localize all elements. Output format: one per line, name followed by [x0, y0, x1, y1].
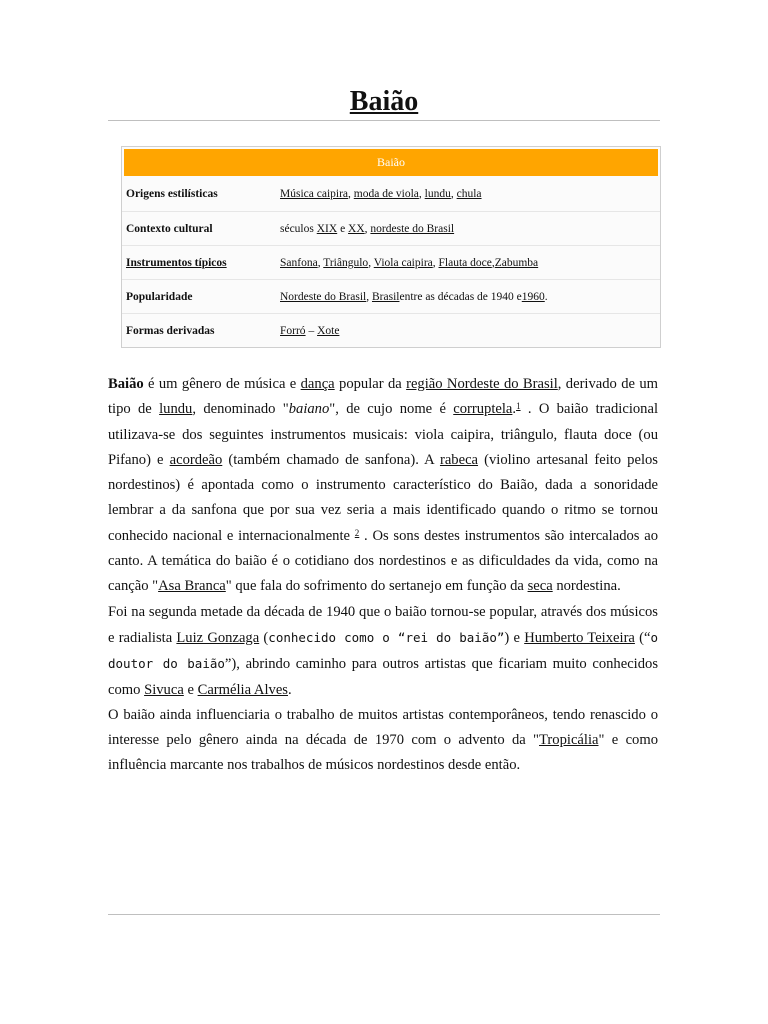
link-forro[interactable]: Forró	[280, 325, 306, 337]
value-text: .	[544, 291, 548, 303]
title-divider	[108, 120, 660, 121]
link-chula[interactable]: chula	[456, 188, 482, 200]
link-rabeca[interactable]: rabeca	[439, 451, 479, 468]
link-danca[interactable]: dança	[300, 376, 335, 392]
text: Foi na segunda metade da década de 1940 que o baião tornou-se popular, através dos músicos e radialista	[108, 603, 658, 646]
footer-divider	[108, 914, 660, 915]
footnote-link-1[interactable]: 1	[516, 401, 521, 412]
page-title-text: Baião	[349, 86, 419, 117]
paragraph-3	[108, 703, 658, 779]
text: (violino artesanal feito pelos nordestinos) é apontada como o instrumento característico do Baião, dada a sonoridade lembrar a da sanfona que por sua vez seria a mais identificado quando o ritmo se tornou conhecido nacional e internacionalmente	[108, 451, 658, 544]
link-lundu[interactable]: lundu	[159, 401, 193, 418]
infobox-row-instrumentos	[122, 245, 660, 280]
link-triangulo[interactable]: Triângulo	[323, 257, 369, 269]
separator: ,	[418, 188, 425, 200]
separator: ,	[450, 188, 457, 200]
link-flauta-doce[interactable]: Flauta doce	[438, 257, 492, 269]
text: .	[512, 401, 517, 418]
link-humberto-teixeira[interactable]: Humberto Teixeira	[524, 629, 635, 646]
link-luiz-gonzaga[interactable]: Luiz Gonzaga	[176, 629, 260, 646]
text: ”), abrindo caminho para outros artistas que ficariam muito conhecidos como	[108, 656, 658, 698]
infobox-value	[280, 325, 339, 337]
link-sivuca[interactable]: Sivuca	[144, 681, 184, 698]
infobox-value	[280, 257, 538, 269]
link-regiao-nordeste[interactable]: região Nordeste do Brasil	[406, 376, 558, 392]
text: (também chamado de sanfona). A	[222, 451, 440, 468]
separator: e	[337, 223, 349, 235]
separator: ,	[491, 257, 495, 269]
text: , denominado "	[192, 401, 289, 418]
link-xote[interactable]: Xote	[317, 325, 340, 337]
text: popular da	[334, 376, 407, 392]
text: " e como influência marcante nos trabalhos de músicos nordestinos desde então.	[108, 732, 658, 774]
text: . Os sons destes instrumentos são intercalados ao canto. A temática do baião é o cotidiano dos nordestinos e as dificuldades da vida, como na canção "	[108, 527, 658, 595]
separator: ,	[366, 291, 372, 303]
value-text: séculos	[280, 223, 317, 235]
infobox-row-formas	[122, 313, 660, 348]
text: (	[259, 629, 269, 646]
infobox-value	[280, 291, 548, 303]
article-body	[108, 372, 658, 779]
separator: ,	[368, 257, 374, 269]
link-xix[interactable]: XIX	[316, 223, 338, 235]
mono-text: conhecido como o “rei do baião”	[268, 629, 505, 645]
infobox-header: Baião	[124, 149, 658, 176]
paragraph-1	[108, 372, 658, 600]
infobox-label: Contexto cultural	[126, 223, 213, 235]
infobox	[121, 146, 661, 348]
link-seca[interactable]: seca	[527, 578, 553, 595]
link-brasil[interactable]: Brasil	[371, 291, 400, 303]
link-lundu[interactable]: lundu	[424, 188, 451, 200]
link-nordeste-do-brasil[interactable]: Nordeste do Brasil	[280, 291, 367, 303]
infobox-label: Formas derivadas	[126, 325, 215, 337]
infobox-label-link[interactable]: Instrumentos típicos	[126, 257, 227, 269]
link-carmelia-alves[interactable]: Carmélia Alves	[197, 681, 288, 698]
link-acordeao[interactable]: acordeão	[169, 451, 223, 468]
link-moda-de-viola[interactable]: moda de viola	[353, 188, 419, 200]
page-title	[0, 86, 768, 118]
text: .	[287, 681, 292, 698]
link-musica-caipira[interactable]: Música caipira	[280, 188, 349, 200]
infobox-value	[280, 188, 482, 200]
link-zabumba[interactable]: Zabumba	[494, 257, 539, 269]
paragraph-2	[108, 600, 658, 703]
text: nordestina.	[552, 578, 621, 595]
link-asa-branca[interactable]: Asa Branca	[158, 578, 226, 595]
italic-term: baiano	[288, 401, 330, 418]
text: e	[183, 681, 198, 698]
infobox-row-contexto	[122, 211, 660, 246]
footnote-link-2[interactable]: 2	[354, 527, 360, 538]
text: ) e	[504, 629, 525, 646]
link-viola-caipira[interactable]: Viola caipira	[373, 257, 433, 269]
text: (“	[634, 629, 651, 646]
link-sanfona[interactable]: Sanfona	[280, 257, 318, 269]
text: O baião ainda influenciaria o trabalho de muitos artistas contemporâneos, tendo renascido o interesse pelo gênero ainda na década de 1970 com o advento da "	[108, 706, 658, 749]
text: ", de cujo nome é	[329, 401, 454, 418]
value-text: entre as décadas de 1940 e	[399, 291, 522, 303]
separator: –	[305, 325, 318, 337]
link-nordeste-do-brasil[interactable]: nordeste do Brasil	[370, 223, 455, 235]
text: " que fala do sofrimento do sertanejo em função da	[225, 578, 528, 595]
link-xx[interactable]: XX	[348, 223, 365, 235]
separator: ,	[348, 188, 354, 200]
infobox-row-popularidade	[122, 279, 660, 314]
infobox-label: Popularidade	[126, 291, 193, 303]
separator: ,	[364, 223, 371, 235]
separator: ,	[432, 257, 439, 269]
mono-text: o doutor do baião	[108, 629, 658, 672]
link-corruptela[interactable]: corruptela	[453, 401, 513, 418]
text: . O baião tradicional utilizava-se dos seguintes instrumentos musicais: viola caipira, triângulo, flauta doce (ou Pifano) e	[108, 401, 658, 468]
separator: ,	[317, 257, 324, 269]
infobox-label: Origens estilísticas	[126, 188, 218, 200]
term-bold: Baião	[108, 376, 144, 392]
infobox-row-origens	[122, 177, 660, 211]
text: é um gênero de música e	[143, 376, 301, 392]
link-1960[interactable]: 1960	[521, 291, 545, 303]
text: , derivado de um tipo de	[108, 376, 658, 418]
infobox-value	[280, 223, 454, 235]
link-tropicalia[interactable]: Tropicália	[539, 732, 599, 749]
